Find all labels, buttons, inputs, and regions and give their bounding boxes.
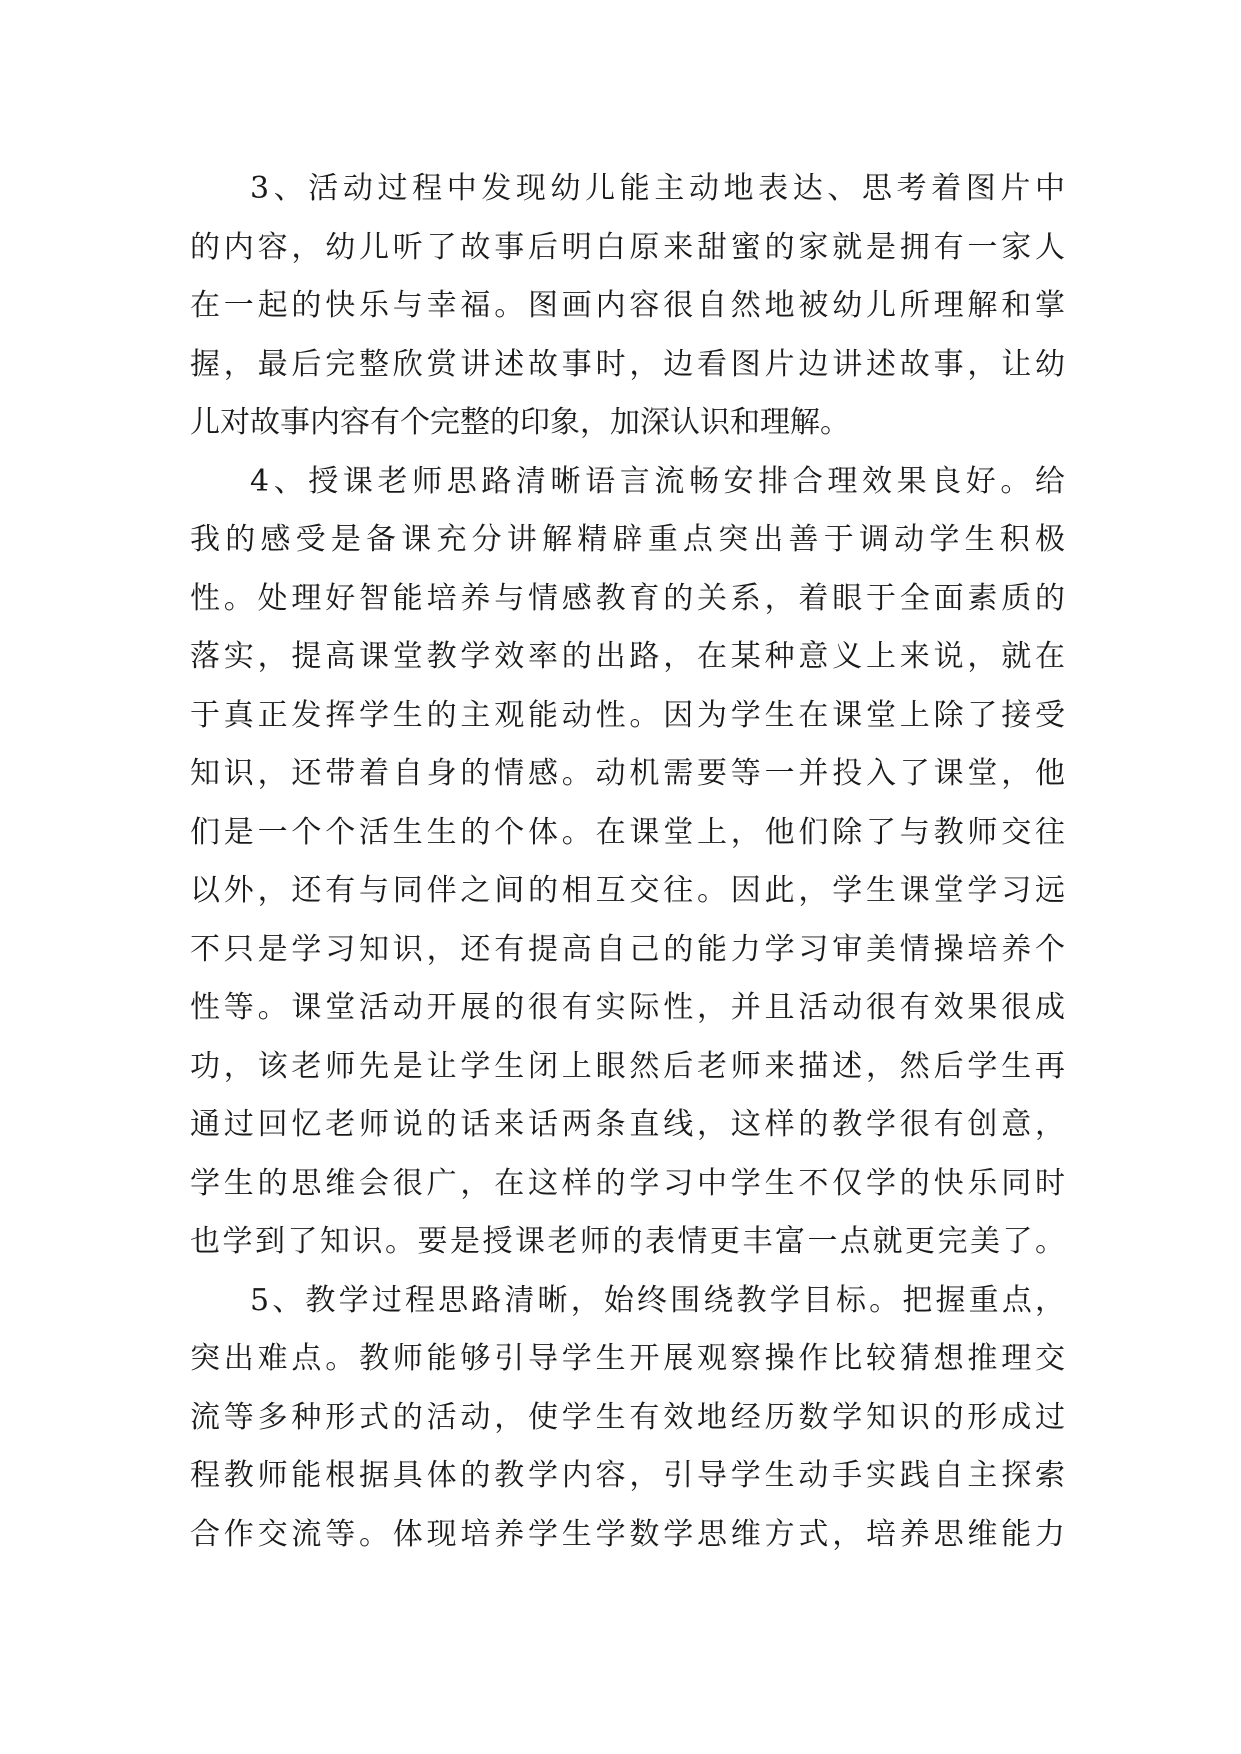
paragraph-4-line-6: 知识，还带着自身的情感。动机需要等一并投入了课堂，他 <box>190 756 1065 791</box>
paragraph-4-line-5: 于真正发挥学生的主观能动性。因为学生在课堂上除了接受 <box>190 697 1065 733</box>
paragraph-4-line-2: 我的感受是备课充分讲解精辟重点突出善于调动学生积极 <box>190 522 1065 557</box>
paragraph-4-line-11: 功，该老师先是让学生闭上眼然后老师来描述，然后学生再 <box>190 1048 1065 1084</box>
paragraph-5-line-2: 突出难点。教师能够引导学生开展观察操作比较猜想推理交 <box>190 1341 1065 1376</box>
paragraph-5-line-1: 5、教学过程思路清晰，始终围绕教学目标。把握重点， <box>250 1282 1065 1318</box>
paragraph-4-line-8: 以外，还有与同伴之间的相互交往。因此，学生课堂学习远 <box>190 873 1065 908</box>
paragraph-4-line-9: 不只是学习知识，还有提高自己的能力学习审美情操培养个 <box>190 931 1065 967</box>
paragraph-4-line-14: 也学到了知识。要是授课老师的表情更丰富一点就更完美了。 <box>190 1224 1065 1259</box>
paragraph-4-line-10: 性等。课堂活动开展的很有实际性，并且活动很有效果很成 <box>190 990 1065 1025</box>
paragraph-3-line-5: 儿对故事内容有个完整的印象，加深认识和理解。 <box>190 405 850 440</box>
paragraph-3-line-4: 握，最后完整欣赏讲述故事时，边看图片边讲述故事，让幼 <box>190 346 1065 382</box>
paragraph-3-line-3: 在一起的快乐与幸福。图画内容很自然地被幼儿所理解和掌 <box>190 288 1065 323</box>
paragraph-5-line-3: 流等多种形式的活动，使学生有效地经历数学知识的形成过 <box>190 1399 1065 1435</box>
paragraph-3-line-1: 3、活动过程中发现幼儿能主动地表达、思考着图片中 <box>250 171 1065 206</box>
paragraph-5-line-4: 程教师能根据具体的教学内容，引导学生动手实践自主探索 <box>190 1458 1065 1493</box>
paragraph-5-line-5: 合作交流等。体现培养学生学数学思维方式，培养思维能力 <box>190 1516 1065 1552</box>
document-body <box>190 160 1065 1564</box>
paragraph-4-line-7: 们是一个个活生生的个体。在课堂上，他们除了与教师交往 <box>190 814 1065 850</box>
paragraph-4-line-13: 学生的思维会很广，在这样的学习中学生不仅学的快乐同时 <box>190 1165 1065 1201</box>
paragraph-4-line-4: 落实，提高课堂教学效率的出路，在某种意义上来说，就在 <box>190 639 1065 674</box>
paragraph-4-line-12: 通过回忆老师说的话来话两条直线，这样的教学很有创意， <box>190 1107 1065 1142</box>
paragraph-3-line-2: 的内容，幼儿听了故事后明白原来甜蜜的家就是拥有一家人 <box>190 229 1065 265</box>
paragraph-4-line-1: 4、授课老师思路清晰语言流畅安排合理效果良好。给 <box>250 463 1065 499</box>
paragraph-4-line-3: 性。处理好智能培养与情感教育的关系，着眼于全面素质的 <box>190 580 1065 616</box>
